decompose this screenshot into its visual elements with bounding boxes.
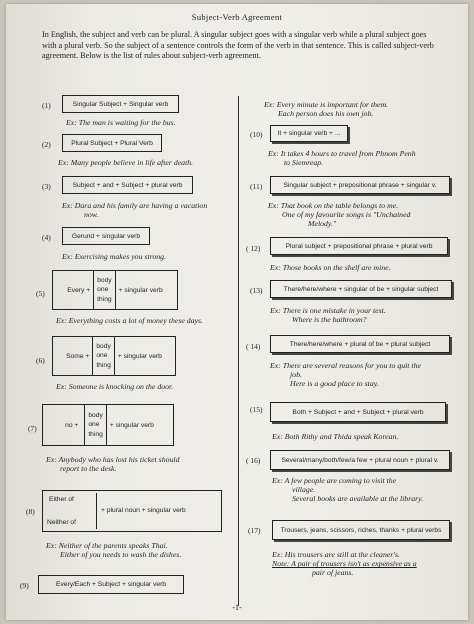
- page-number: -1-: [232, 603, 242, 612]
- rule-example: Ex: Someone is knocking on the door.: [56, 382, 174, 391]
- rule-number: ( 16): [246, 456, 261, 465]
- rule-number: (17): [248, 526, 261, 535]
- rule-number: (9): [20, 581, 29, 590]
- intro-paragraph: In English, the subject and verb can be plural. A singular subject goes with a singular verb while a plural subject goes with a plural verb. So the subject of a sentence controls the form of the verb in that sentence. This is called subject-verb agreement. Below is the list of rules about subject-verb agreement.: [42, 30, 434, 60]
- rule-box: Several/many/both/few/a few + plural noun + plural v.: [270, 450, 450, 470]
- rule-example: Ex: It takes 4 hours to travel from Phnom Penh to Siemreap.: [268, 149, 416, 168]
- rule-example: Ex: Those books on the shelf are mine.: [270, 263, 391, 272]
- rule-box: Singular Subject + Singular verb: [62, 95, 179, 113]
- rule-number: (2): [42, 140, 51, 149]
- rule-example: Ex: There is one mistake in your test. Where is the bathroom?: [270, 306, 386, 325]
- rule-box: Trousers, jeans, scissors, riches, thanks + plural verbs: [272, 520, 450, 540]
- rule-number: (7): [28, 424, 37, 433]
- rule-box: Plural Subject + Plural Verb: [62, 134, 162, 152]
- rule-box: Both + Subject + and + Subject + plural verb: [270, 402, 446, 422]
- rule-number: (13): [250, 286, 263, 295]
- rule-box: Gerund + singular verb: [62, 227, 150, 245]
- rule-number: (10): [250, 130, 263, 139]
- rule-example: Ex: Neither of the parents speaks Thai. Either of you needs to wash the dishes.: [46, 541, 182, 560]
- rule-example: Ex: Both Rithy and Thida speak Korean.: [272, 432, 399, 441]
- rule-box: It + singular verb + ...: [270, 125, 348, 142]
- rule-box: Some + body one thing + singular verb: [52, 336, 176, 376]
- rule-example: Ex: Every minute is important for them. Each person does his own job.: [264, 100, 389, 119]
- rule-number: (3): [42, 182, 51, 191]
- rule-example: Ex: There are several reasons for you to quit the job. Here is a good place to stay.: [270, 361, 421, 389]
- rule-number: (4): [42, 233, 51, 242]
- rule-box: Every/Each + Subject + singular verb: [38, 575, 184, 594]
- rule-example: Ex: Anybody who has lost his ticket should report to the desk.: [46, 455, 180, 474]
- rule-box: no + body one thing + singular verb: [42, 404, 174, 446]
- rule-example: Ex: Everything costs a lot of money these days.: [56, 316, 204, 325]
- rule-number: ( 14): [246, 342, 261, 351]
- rule-number: (6): [36, 356, 45, 365]
- rule-box: Singular subject + prepositional phrase + singular v.: [270, 176, 450, 194]
- page-title: Subject-Verb Agreement: [191, 12, 283, 22]
- rule-example: Ex: Many people believe in life after death.: [58, 158, 194, 167]
- rule-example: Ex: That book on the table belongs to me. One of my favourite songs is "Unchained Melody.": [268, 201, 411, 229]
- rule-number: (8): [26, 507, 35, 516]
- rule-example: Ex: The man is waiting for the bus.: [66, 118, 176, 127]
- rule-number: (1): [42, 101, 51, 110]
- column-divider: [238, 96, 239, 606]
- rule-box: There/here/where + plural of be + plural subject: [270, 335, 450, 353]
- rule-number: ( 12): [246, 244, 261, 253]
- rule-box: Subject + and + Subject + plural verb: [62, 176, 193, 194]
- rule-box: Every + body one thing + singular verb: [52, 270, 178, 310]
- document-page: [6, 4, 468, 620]
- rule-box: Either of Neither of + plural noun + singular verb: [42, 490, 222, 532]
- rule-number: (11): [250, 182, 263, 191]
- rule-number: (15): [250, 405, 263, 414]
- rule-example: Ex: Dara and his family are having a vacation now.: [62, 201, 208, 220]
- rule-box: There/here/where + singular of be + singular subject: [270, 280, 452, 298]
- rule-example: Ex: Exercising makes you strong.: [62, 252, 167, 261]
- rule-example: Ex: His trousers are still at the cleaner's. Note: A pair of trousers isn't as expensive as a pair of jeans.: [272, 550, 417, 578]
- rule-number: (5): [36, 289, 45, 298]
- rule-box: Plural subject + prepositional phrase + plural verb: [270, 237, 448, 255]
- rule-example: Ex: A few people are coming to visit the village. Several books are available at the library.: [272, 476, 424, 504]
